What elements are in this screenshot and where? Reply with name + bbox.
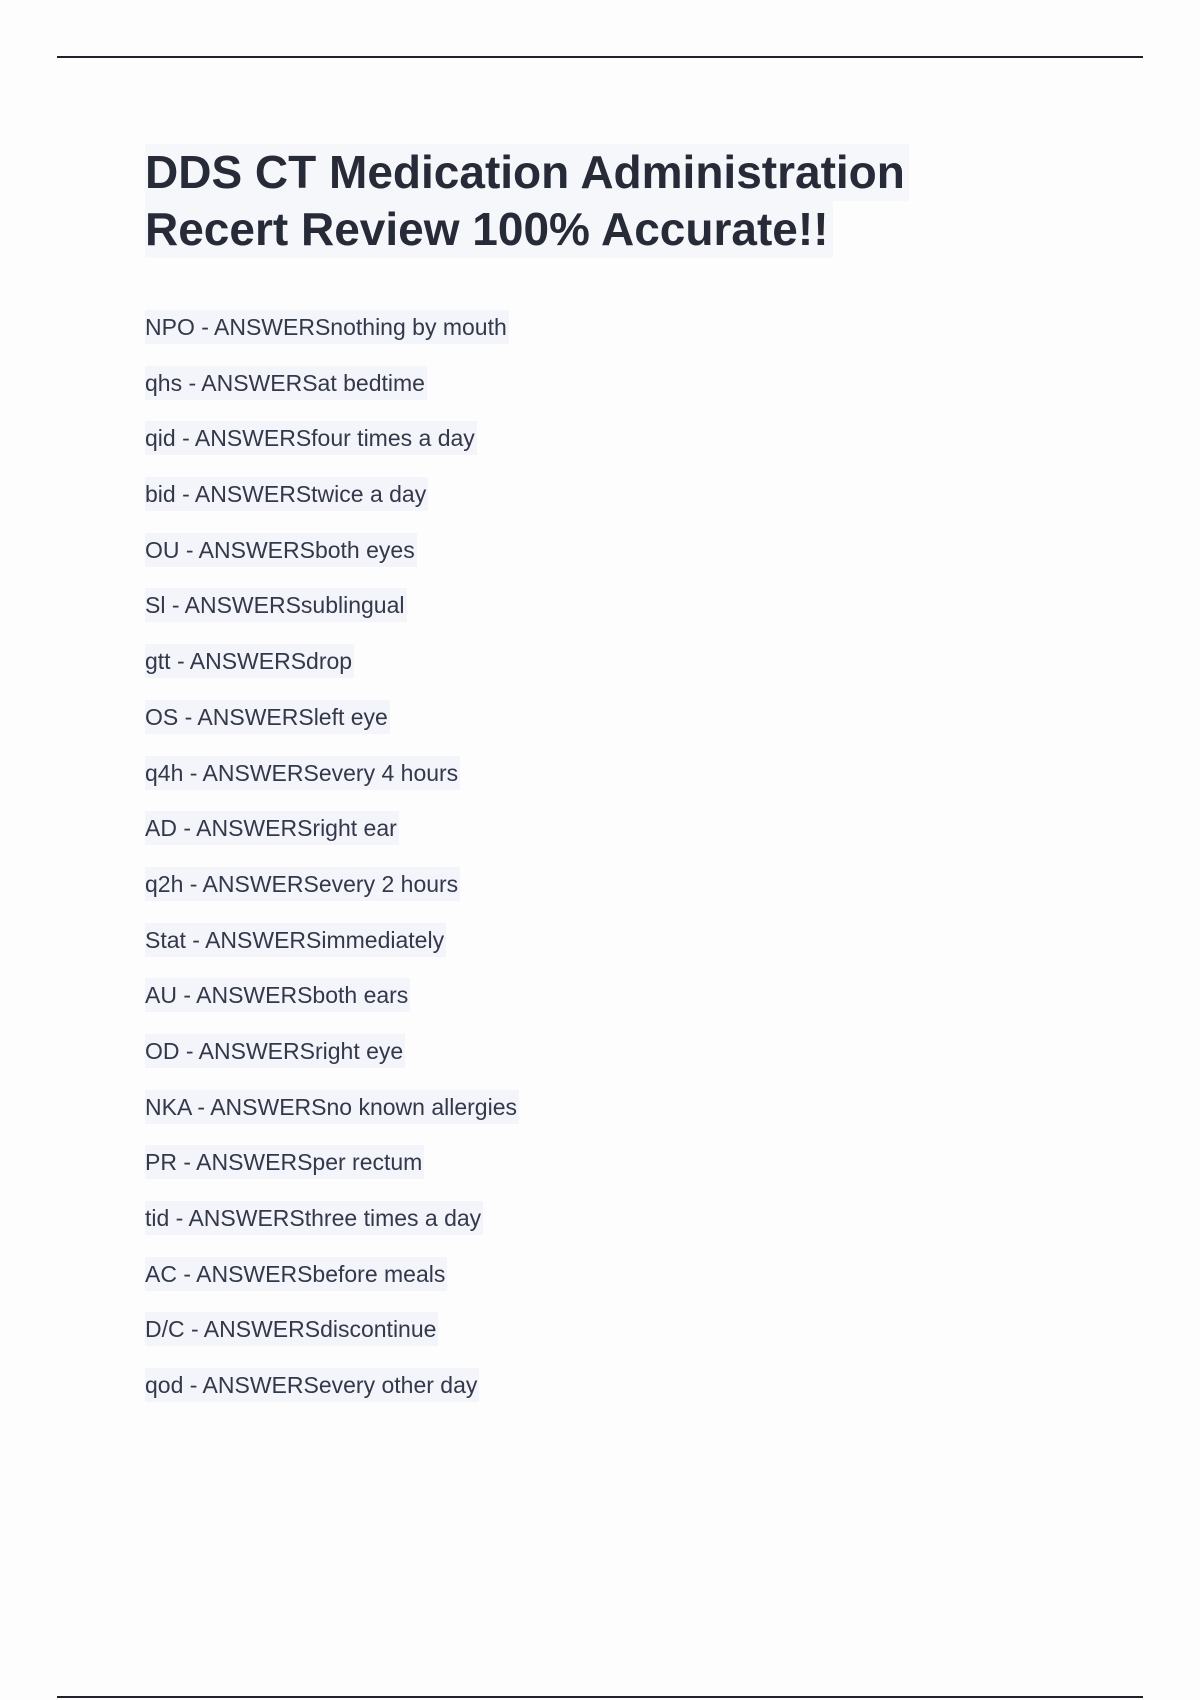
qa-item [145,1201,519,1257]
qa-item [145,1257,519,1313]
qa-item-text: qod - ANSWERSevery other day [145,1368,479,1402]
qa-item-text: bid - ANSWERStwice a day [145,477,428,511]
qa-item-text: OU - ANSWERSboth eyes [145,533,417,567]
qa-item-text: NPO - ANSWERSnothing by mouth [145,310,509,344]
qa-item [145,1145,519,1201]
qa-item [145,533,519,589]
qa-item-text: NKA - ANSWERSno known allergies [145,1090,519,1124]
qa-item-text: PR - ANSWERSper rectum [145,1145,424,1179]
qa-item [145,1034,519,1090]
qa-item [145,756,519,812]
document-title [145,144,1045,258]
document-title-line-1: DDS CT Medication Administration [145,144,909,201]
qa-list [145,310,519,1424]
qa-item-text: qid - ANSWERSfour times a day [145,421,477,455]
qa-item-text: AU - ANSWERSboth ears [145,978,410,1012]
qa-item-text: AC - ANSWERSbefore meals [145,1257,447,1291]
qa-item-text: tid - ANSWERSthree times a day [145,1201,483,1235]
qa-item-text: Stat - ANSWERSimmediately [145,923,446,957]
qa-item [145,421,519,477]
qa-item-text: D/C - ANSWERSdiscontinue [145,1312,438,1346]
qa-item-text: OD - ANSWERSright eye [145,1034,405,1068]
qa-item-text: Sl - ANSWERSsublingual [145,588,407,622]
qa-item [145,644,519,700]
qa-item [145,366,519,422]
qa-item [145,1090,519,1146]
qa-item [145,867,519,923]
qa-item-text: q2h - ANSWERSevery 2 hours [145,867,460,901]
qa-item [145,811,519,867]
qa-item [145,477,519,533]
qa-item-text: OS - ANSWERSleft eye [145,700,390,734]
qa-item [145,978,519,1034]
qa-item [145,1368,519,1424]
qa-item [145,1312,519,1368]
qa-item-text: qhs - ANSWERSat bedtime [145,366,427,400]
qa-item-text: gtt - ANSWERSdrop [145,644,354,678]
qa-item [145,923,519,979]
qa-item [145,588,519,644]
bottom-divider [57,1696,1143,1698]
document-title-line-2: Recert Review 100% Accurate!! [145,201,833,258]
qa-item [145,700,519,756]
qa-item [145,310,519,366]
top-divider [57,56,1143,58]
qa-item-text: AD - ANSWERSright ear [145,811,399,845]
qa-item-text: q4h - ANSWERSevery 4 hours [145,756,460,790]
